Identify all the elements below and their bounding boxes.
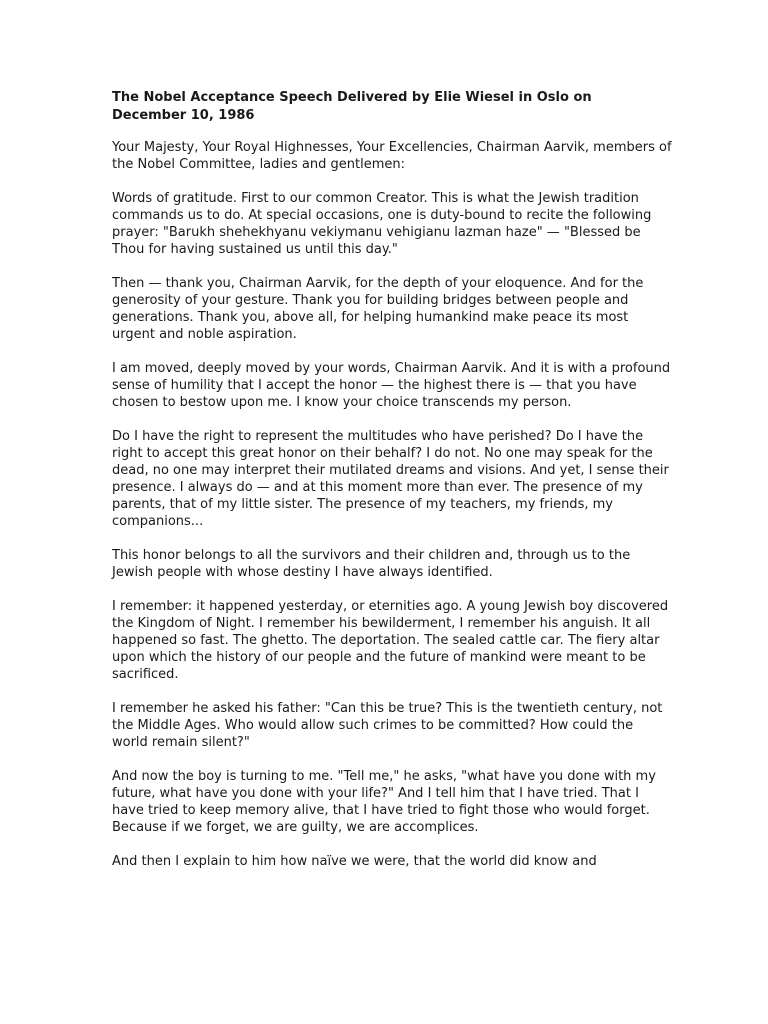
paragraph-i-remember: I remember: it happened yesterday, or eternities ago. A young Jewish boy discovered the Kingdom of Night. I remember his bewilderment, I remember his anguish. It all happened so fast. The ghetto. The deportation. The sealed cattle car. The fiery altar upon which the history of our people and the future of mankind were meant to be sacrificed. — [112, 599, 669, 682]
paragraph-right-to-represent: Do I have the right to represent the multitudes who have perished? Do I have the right to accept this great honor on their behalf? I do not. No one may speak for the dead, no one may interpret their mutilated dreams and visions. And yet, I sense their presence. I always do — and at this moment more than ever. The presence of my parents, that of my little sister. The presence of my teachers, my friends, my companions... — [112, 429, 669, 529]
document-title: The Nobel Acceptance Speech Delivered by Elie Wiesel in Oslo on December 10, 1986 — [112, 90, 592, 123]
paragraph-asked-father: I remember he asked his father: "Can this be true? This is the twentieth century, not the Middle Ages. Who would allow such crimes to be committed? How could the world remain silent?" — [112, 701, 663, 750]
document-body — [112, 89, 672, 887]
paragraph-salutation: Your Majesty, Your Royal Highnesses, Your Excellencies, Chairman Aarvik, members of the Nobel Committee, ladies and gentlemen: — [112, 140, 672, 172]
paragraph-gratitude: Words of gratitude. First to our common Creator. This is what the Jewish tradition commands us to do. At special occasions, one is duty-bound to recite the following prayer: "Barukh shehekhyanu vekiymanu vehigianu lazman haze" — "Blessed be Thou for having sustained us until this day." — [112, 191, 652, 257]
paragraph-naive: And then I explain to him how naïve we were, that the world did know and — [112, 854, 597, 869]
paragraph-honor-belongs: This honor belongs to all the survivors and their children and, through us to the Jewish people with whose destiny I have always identified. — [112, 548, 631, 580]
paragraph-thanks-chairman: Then — thank you, Chairman Aarvik, for the depth of your eloquence. And for the generosity of your gesture. Thank you for building bridges between people and generations. Thank you, above all, for helping humankind make peace its most urgent and noble aspiration. — [112, 276, 644, 342]
paragraph-moved: I am moved, deeply moved by your words, Chairman Aarvik. And it is with a profound sense of humility that I accept the honor — the highest there is — that you have chosen to bestow upon me. I know your choice transcends my person. — [112, 361, 671, 410]
paragraph-boy-turning: And now the boy is turning to me. "Tell me," he asks, "what have you done with my future, what have you done with your life?" And I tell him that I have tried. That I have tried to keep memory alive, that I have tried to fight those who would forget. Because if we forget, we are guilty, we are accomplices. — [112, 769, 656, 835]
